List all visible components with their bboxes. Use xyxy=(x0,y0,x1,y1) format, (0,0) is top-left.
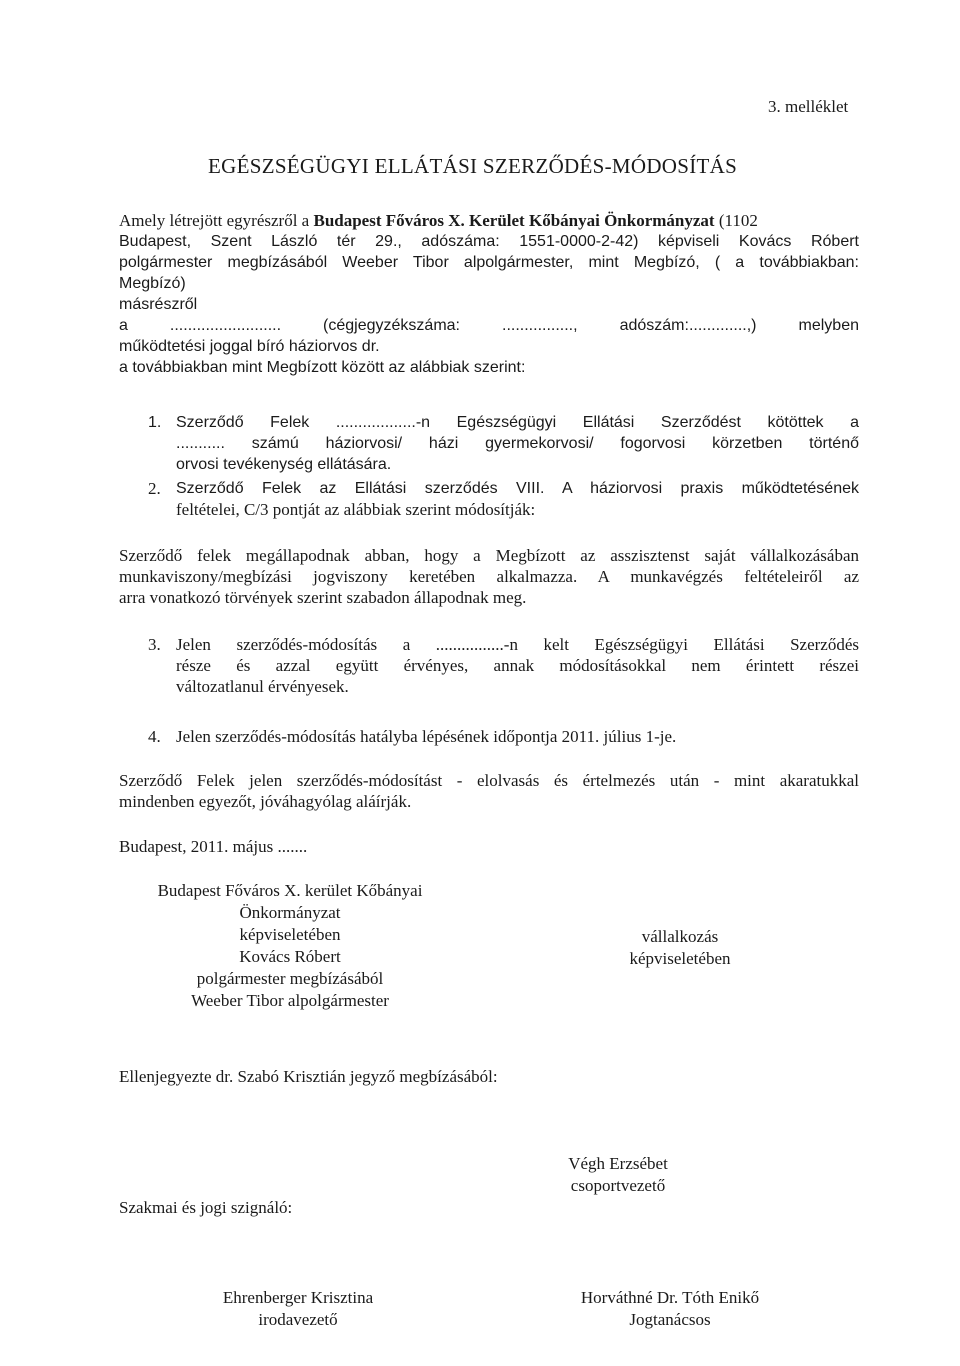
agreement-paragraph xyxy=(119,545,859,608)
signatory-left-line-1: Budapest Főváros X. kerület Kőbányai xyxy=(157,881,423,900)
signer-horvathne xyxy=(545,1287,795,1331)
countersign-label: Ellenjegyezte dr. Szabó Krisztián jegyző megbízásából: xyxy=(119,1067,498,1086)
list-item-4 xyxy=(148,726,859,747)
list-item-3 xyxy=(148,634,859,697)
signatory-left-line-4: Kovács Róbert xyxy=(239,947,341,966)
initials-label: Szakmai és jogi szignáló: xyxy=(119,1198,293,1217)
party-name-bold: Budapest Főváros X. Kerület Kőbányai Önkormányzat xyxy=(313,211,715,230)
signer-vegh-role: csoportvezető xyxy=(570,1176,666,1195)
item-4-line-1: Jelen szerződés-módosítás hatályba lépésének időpontja 2011. július 1-je. xyxy=(176,727,677,746)
signatory-left-line-3: képviseletében xyxy=(239,925,341,944)
intro-line-4: Megbízó) xyxy=(119,275,186,292)
item-3-line-1: Jelen szerződés-módosítás a ................-n kelt Egészségügyi Ellátási Szerződés xyxy=(176,635,859,654)
item-1-line-3: orvosi tevékenység ellátására. xyxy=(176,456,392,473)
item-3-line-2: része és azzal együtt érvényes, annak módosításokkal nem érintett részei xyxy=(176,656,859,675)
item-number: 2. xyxy=(148,479,161,498)
document-title: EGÉSZSÉGÜGYI ELLÁTÁSI SZERZŐDÉS-MÓDOSÍTÁS xyxy=(208,154,738,178)
closing-line-1: Szerződő Felek jelen szerződés-módosítást - elolvasás és értelmezés után - mint akaratukkal xyxy=(119,771,859,790)
intro-line-3: polgármester megbízásából Weeber Tibor alpolgármester, mint Megbízó, ( a továbbiakban: xyxy=(119,254,859,271)
intro-line-2: Budapest, Szent László tér 29., adószáma: 1551-0000-2-42) képviseli Kovács Róbert xyxy=(119,233,859,250)
signer-vegh xyxy=(518,1153,718,1197)
intro-line-6: a ......................... (cégjegyzékszáma: ................, adószám:.............,) melyben xyxy=(119,317,859,334)
item-3-line-3: változatlanul érvényesek. xyxy=(176,677,349,696)
agreement-line-3: arra vonatkozó törvények szerint szabadon állapodnak meg. xyxy=(119,588,527,607)
intro-line-5: másrészről xyxy=(119,296,198,313)
signatory-left-line-5: polgármester megbízásából xyxy=(196,969,384,988)
signer-horvathne-role: Jogtanácsos xyxy=(629,1310,711,1329)
signer-ehrenberger xyxy=(183,1287,413,1331)
agreement-line-1: Szerződő felek megállapodnak abban, hogy a Megbízott az asszisztenst saját vállalkozásában xyxy=(119,546,859,565)
intro-line-1 xyxy=(119,210,859,231)
agreement-line-2: munkaviszony/megbízási jogviszony keretében alkalmazza. A munkavégzés feltételeiről az xyxy=(119,567,859,586)
list-item-2 xyxy=(148,478,859,520)
item-number: 1. xyxy=(148,414,162,431)
item-number: 3. xyxy=(148,635,161,654)
item-number: 4. xyxy=(148,727,161,746)
signatory-right-line-1: vállalkozás xyxy=(641,927,719,946)
signatory-left xyxy=(140,880,440,1012)
item-2-line-2: feltételei, C/3 pontját az alábbiak szerint módosítják: xyxy=(176,500,536,519)
signatory-right-line-2: képviseletében xyxy=(629,949,731,968)
item-1-line-1: Szerződő Felek ..................-n Egészségügyi Ellátási Szerződést kötöttek a xyxy=(176,414,859,431)
intro-line-7: működtetési joggal bíró háziorvos dr. xyxy=(119,338,380,355)
intro-line-1-pre: Amely létrejött egyrészről a xyxy=(119,211,314,230)
item-2-line-1: Szerződő Felek az Ellátási szerződés VIII. A háziorvosi praxis működtetésének xyxy=(176,480,859,497)
list-item-1 xyxy=(148,412,859,475)
item-1-line-2: ........... számú háziorvosi/ házi gyermekorvosi/ fogorvosi körzetben történő xyxy=(176,435,859,452)
signer-vegh-name: Végh Erzsébet xyxy=(568,1154,668,1173)
signatory-left-line-2: Önkormányzat xyxy=(239,903,341,922)
annex-label: 3. melléklet xyxy=(768,97,849,116)
signatory-left-line-6: Weeber Tibor alpolgármester xyxy=(191,991,389,1010)
intro-line-8: a továbbiakban mint Megbízott között az alábbiak szerint: xyxy=(119,359,526,376)
closing-paragraph xyxy=(119,770,859,812)
signer-horvathne-name: Horváthné Dr. Tóth Enikő xyxy=(580,1288,760,1307)
signer-ehrenberger-name: Ehrenberger Krisztina xyxy=(222,1288,374,1307)
closing-line-2: mindenben egyezőt, jóváhagyólag aláírják. xyxy=(119,792,412,811)
intro-line-1-post: (1102 xyxy=(714,211,758,230)
intro-section xyxy=(119,210,859,378)
signer-ehrenberger-role: irodavezető xyxy=(258,1310,338,1329)
signatory-right xyxy=(580,926,780,970)
place-date: Budapest, 2011. május ....... xyxy=(119,837,308,856)
